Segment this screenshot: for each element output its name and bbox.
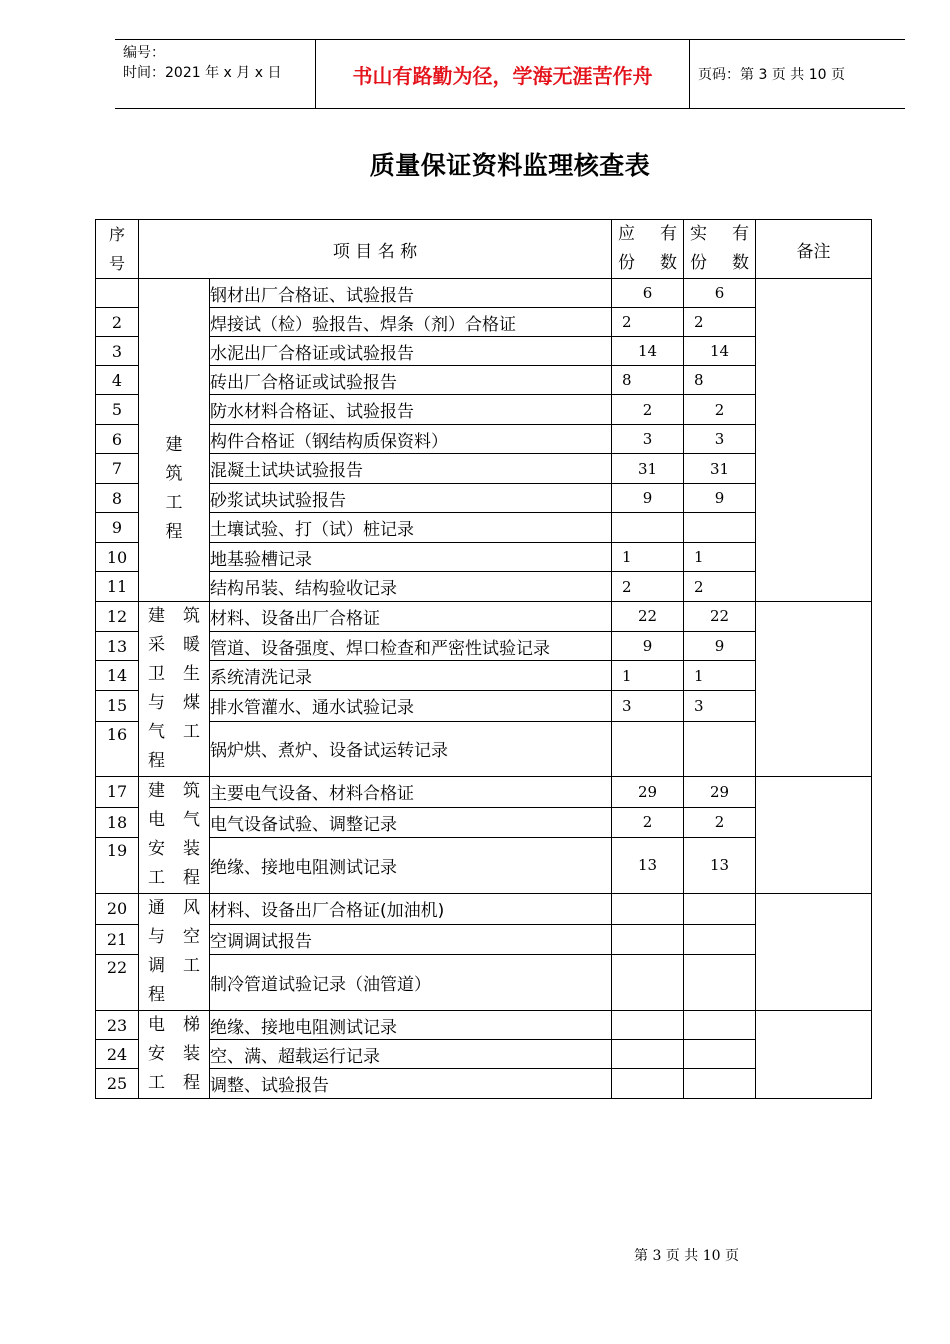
row-expected-count: 29 bbox=[612, 777, 684, 808]
category-cell bbox=[139, 602, 210, 777]
row-item-name: 绝缘、接地电阻测试记录 bbox=[210, 1011, 612, 1040]
row-number: 20 bbox=[96, 894, 139, 925]
category-char: 工 bbox=[148, 868, 165, 888]
category-char: 电 bbox=[148, 1015, 165, 1035]
row-item-name: 锅炉烘、煮炉、设备试运转记录 bbox=[210, 721, 612, 776]
row-item-name: 电气设备试验、调整记录 bbox=[210, 807, 612, 837]
category-char: 通 bbox=[148, 898, 165, 918]
row-number: 9 bbox=[96, 513, 139, 543]
page-header bbox=[115, 39, 905, 109]
time-label: 时间：2021 年 x 月 x 日 bbox=[123, 65, 282, 81]
category-char: 筑 bbox=[165, 463, 183, 484]
category-char: 空 bbox=[183, 927, 200, 947]
row-actual-count: 2 bbox=[684, 572, 756, 602]
row-number: 2 bbox=[96, 308, 139, 337]
row-actual-count: 1 bbox=[684, 661, 756, 691]
header-seq-bottom: 号 bbox=[108, 254, 125, 273]
row-actual-count: 9 bbox=[684, 631, 756, 661]
category-char: 工 bbox=[165, 492, 183, 513]
category-char: 建 bbox=[165, 434, 183, 455]
row-item-name: 制冷管道试验记录（油管道） bbox=[210, 954, 612, 1010]
document-title: 质量保证资料监理核查表 bbox=[369, 151, 651, 180]
table-row bbox=[96, 279, 872, 308]
header-seq bbox=[96, 220, 139, 279]
row-expected-count bbox=[612, 1069, 684, 1099]
row-expected-count bbox=[612, 721, 684, 776]
table-row bbox=[96, 425, 872, 454]
row-number: 22 bbox=[96, 954, 139, 1010]
table-row bbox=[96, 837, 872, 893]
category-char: 梯 bbox=[183, 1015, 200, 1035]
row-expected-count: 6 bbox=[612, 279, 684, 308]
row-expected-count: 9 bbox=[612, 484, 684, 513]
table-row bbox=[96, 395, 872, 425]
header-actual-char: 有 bbox=[732, 224, 749, 244]
header-divider bbox=[689, 40, 690, 108]
page-footer: 第 3 页 共 10 页 bbox=[634, 1248, 739, 1264]
remarks-cell bbox=[756, 777, 872, 894]
row-actual-count: 29 bbox=[684, 777, 756, 808]
row-actual-count bbox=[684, 721, 756, 776]
row-expected-count bbox=[612, 894, 684, 925]
row-expected-count bbox=[612, 954, 684, 1010]
row-item-name: 地基验槽记录 bbox=[210, 543, 612, 572]
category-char: 程 bbox=[148, 751, 165, 771]
row-expected-count: 31 bbox=[612, 454, 684, 484]
header-actual bbox=[684, 220, 756, 279]
header-expected-char: 有 bbox=[660, 224, 677, 244]
table-row bbox=[96, 1011, 872, 1040]
header-motto: 书山有路勤为径，学海无涯苦作舟 bbox=[352, 63, 653, 88]
row-item-name: 混凝土试块试验报告 bbox=[210, 454, 612, 484]
table-row bbox=[96, 513, 872, 543]
category-char: 电 bbox=[148, 810, 165, 830]
row-number: 23 bbox=[96, 1011, 139, 1040]
row-actual-count bbox=[684, 1069, 756, 1099]
row-number: 12 bbox=[96, 602, 139, 632]
row-expected-count: 1 bbox=[612, 661, 684, 691]
table-row bbox=[96, 484, 872, 513]
category-cell bbox=[139, 894, 210, 1011]
row-number bbox=[96, 279, 139, 308]
category-char: 安 bbox=[148, 1044, 165, 1064]
header-actual-char: 实 bbox=[690, 224, 707, 244]
row-expected-count: 2 bbox=[612, 572, 684, 602]
category-char: 工 bbox=[148, 1073, 165, 1093]
row-actual-count: 6 bbox=[684, 279, 756, 308]
row-expected-count: 13 bbox=[612, 837, 684, 893]
category-cell bbox=[139, 777, 210, 894]
row-expected-count: 3 bbox=[612, 691, 684, 722]
row-expected-count bbox=[612, 1011, 684, 1040]
row-number: 6 bbox=[96, 425, 139, 454]
remarks-cell bbox=[756, 894, 872, 1011]
row-expected-count bbox=[612, 1040, 684, 1069]
row-item-name: 构件合格证（钢结构质保资料） bbox=[210, 425, 612, 454]
row-number: 11 bbox=[96, 572, 139, 602]
category-char: 暖 bbox=[183, 635, 200, 655]
remarks-cell bbox=[756, 279, 872, 602]
table-row bbox=[96, 308, 872, 337]
category-char: 生 bbox=[183, 664, 200, 684]
header-remarks: 备注 bbox=[756, 220, 872, 279]
row-number: 19 bbox=[96, 837, 139, 893]
remarks-cell bbox=[756, 1011, 872, 1099]
header-expected-char: 数 bbox=[660, 253, 677, 273]
row-item-name: 焊接试（检）验报告、焊条（剂）合格证 bbox=[210, 308, 612, 337]
row-item-name: 系统清洗记录 bbox=[210, 661, 612, 691]
table-row bbox=[96, 337, 872, 366]
header-expected bbox=[612, 220, 684, 279]
table-header-row bbox=[96, 220, 872, 279]
header-actual-char: 数 bbox=[732, 253, 749, 273]
category-char: 与 bbox=[148, 693, 165, 713]
category-char: 筑 bbox=[183, 606, 200, 626]
row-expected-count: 9 bbox=[612, 631, 684, 661]
row-actual-count bbox=[684, 924, 756, 954]
header-page-label: 页码：第 3 页 共 10 页 bbox=[698, 67, 845, 83]
row-actual-count: 2 bbox=[684, 308, 756, 337]
row-number: 13 bbox=[96, 631, 139, 661]
category-char: 采 bbox=[148, 635, 165, 655]
row-expected-count: 1 bbox=[612, 543, 684, 572]
row-item-name: 绝缘、接地电阻测试记录 bbox=[210, 837, 612, 893]
table-row bbox=[96, 572, 872, 602]
row-number: 3 bbox=[96, 337, 139, 366]
row-actual-count: 31 bbox=[684, 454, 756, 484]
row-item-name: 管道、设备强度、焊口检查和严密性试验记录 bbox=[210, 631, 612, 661]
table-row bbox=[96, 631, 872, 661]
table-row bbox=[96, 543, 872, 572]
row-number: 25 bbox=[96, 1069, 139, 1099]
row-item-name: 土壤试验、打（试）桩记录 bbox=[210, 513, 612, 543]
row-item-name: 砖出厂合格证或试验报告 bbox=[210, 366, 612, 395]
category-char: 风 bbox=[183, 898, 200, 918]
row-item-name: 调整、试验报告 bbox=[210, 1069, 612, 1099]
row-number: 17 bbox=[96, 777, 139, 808]
row-item-name: 砂浆试块试验报告 bbox=[210, 484, 612, 513]
category-cell bbox=[139, 279, 210, 602]
header-item-name: 项 目 名 称 bbox=[139, 220, 612, 279]
table-row bbox=[96, 691, 872, 722]
category-char: 煤 bbox=[183, 693, 200, 713]
header-actual-char: 份 bbox=[690, 253, 707, 273]
row-item-name: 水泥出厂合格证或试验报告 bbox=[210, 337, 612, 366]
table-row bbox=[96, 602, 872, 632]
row-item-name: 结构吊装、结构验收记录 bbox=[210, 572, 612, 602]
row-actual-count: 3 bbox=[684, 691, 756, 722]
row-actual-count: 2 bbox=[684, 807, 756, 837]
row-expected-count: 2 bbox=[612, 807, 684, 837]
row-expected-count: 2 bbox=[612, 395, 684, 425]
table-row bbox=[96, 954, 872, 1010]
row-number: 4 bbox=[96, 366, 139, 395]
row-actual-count bbox=[684, 954, 756, 1010]
row-actual-count: 14 bbox=[684, 337, 756, 366]
category-char: 工 bbox=[183, 956, 200, 976]
row-number: 7 bbox=[96, 454, 139, 484]
category-char: 筑 bbox=[183, 781, 200, 801]
row-expected-count: 14 bbox=[612, 337, 684, 366]
row-actual-count: 13 bbox=[684, 837, 756, 893]
table-row bbox=[96, 661, 872, 691]
header-expected-char: 份 bbox=[618, 253, 635, 273]
table-row bbox=[96, 777, 872, 808]
category-char: 卫 bbox=[148, 664, 165, 684]
table-row bbox=[96, 721, 872, 776]
row-item-name: 空调调试报告 bbox=[210, 924, 612, 954]
row-number: 16 bbox=[96, 721, 139, 776]
row-expected-count: 8 bbox=[612, 366, 684, 395]
category-cell bbox=[139, 1011, 210, 1099]
row-number: 18 bbox=[96, 807, 139, 837]
category-char: 建 bbox=[148, 781, 165, 801]
category-char: 建 bbox=[148, 606, 165, 626]
header-meta bbox=[123, 43, 281, 83]
header-seq-top: 序 bbox=[108, 225, 125, 244]
category-char: 程 bbox=[183, 868, 200, 888]
category-char: 与 bbox=[148, 927, 165, 947]
row-number: 21 bbox=[96, 924, 139, 954]
category-char: 程 bbox=[148, 985, 165, 1005]
row-actual-count: 3 bbox=[684, 425, 756, 454]
inspection-table bbox=[95, 219, 872, 1099]
row-actual-count: 9 bbox=[684, 484, 756, 513]
category-char: 气 bbox=[148, 722, 165, 742]
row-actual-count bbox=[684, 894, 756, 925]
row-item-name: 排水管灌水、通水试验记录 bbox=[210, 691, 612, 722]
category-char: 程 bbox=[183, 1073, 200, 1093]
row-expected-count: 2 bbox=[612, 308, 684, 337]
row-expected-count bbox=[612, 924, 684, 954]
row-actual-count: 2 bbox=[684, 395, 756, 425]
table-row bbox=[96, 924, 872, 954]
row-item-name: 钢材出厂合格证、试验报告 bbox=[210, 279, 612, 308]
row-expected-count: 22 bbox=[612, 602, 684, 632]
row-actual-count: 1 bbox=[684, 543, 756, 572]
row-actual-count: 22 bbox=[684, 602, 756, 632]
remarks-cell bbox=[756, 602, 872, 777]
table-row bbox=[96, 807, 872, 837]
row-number: 15 bbox=[96, 691, 139, 722]
category-char: 装 bbox=[183, 1044, 200, 1064]
row-actual-count bbox=[684, 513, 756, 543]
category-char: 调 bbox=[148, 956, 165, 976]
table-row bbox=[96, 454, 872, 484]
category-char: 工 bbox=[183, 722, 200, 742]
row-item-name: 材料、设备出厂合格证 bbox=[210, 602, 612, 632]
row-expected-count bbox=[612, 513, 684, 543]
table-row bbox=[96, 894, 872, 925]
row-number: 24 bbox=[96, 1040, 139, 1069]
row-actual-count bbox=[684, 1011, 756, 1040]
category-char: 安 bbox=[148, 839, 165, 859]
row-number: 8 bbox=[96, 484, 139, 513]
row-actual-count bbox=[684, 1040, 756, 1069]
row-item-name: 防水材料合格证、试验报告 bbox=[210, 395, 612, 425]
row-actual-count: 8 bbox=[684, 366, 756, 395]
row-number: 14 bbox=[96, 661, 139, 691]
category-char: 装 bbox=[183, 839, 200, 859]
row-item-name: 空、满、超载运行记录 bbox=[210, 1040, 612, 1069]
category-char: 气 bbox=[183, 810, 200, 830]
code-label: 编号： bbox=[123, 45, 165, 61]
row-number: 5 bbox=[96, 395, 139, 425]
row-expected-count: 3 bbox=[612, 425, 684, 454]
row-item-name: 主要电气设备、材料合格证 bbox=[210, 777, 612, 808]
table-row bbox=[96, 366, 872, 395]
table-row bbox=[96, 1040, 872, 1069]
header-expected-char: 应 bbox=[618, 224, 635, 244]
row-number: 10 bbox=[96, 543, 139, 572]
row-item-name: 材料、设备出厂合格证(加油机) bbox=[210, 894, 612, 925]
category-char: 程 bbox=[165, 521, 183, 542]
table-row bbox=[96, 1069, 872, 1099]
